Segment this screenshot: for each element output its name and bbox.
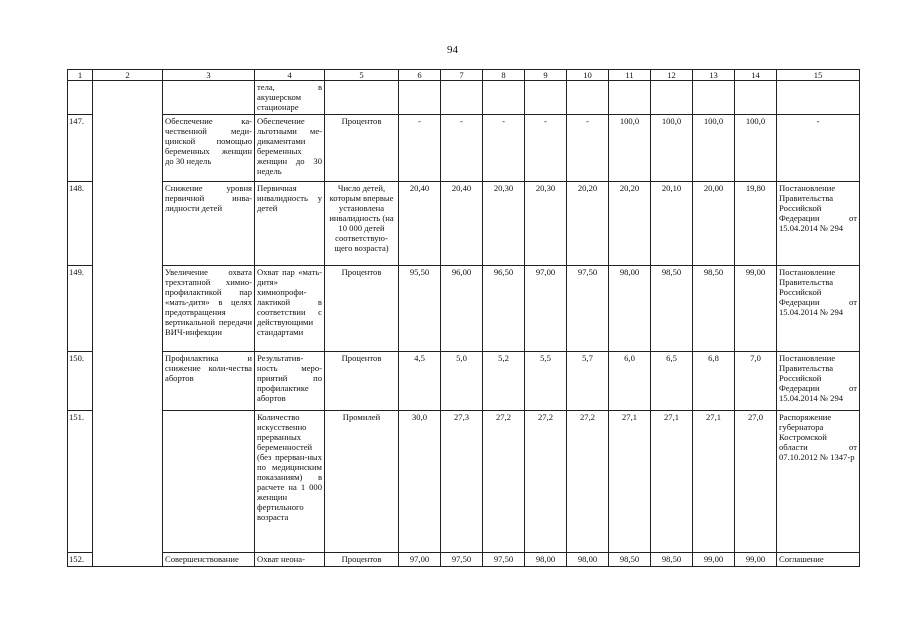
cell-unit: Процентов	[325, 553, 399, 567]
value-cell: 5,7	[567, 352, 609, 411]
value-cell	[567, 81, 609, 115]
value-cell: 98,50	[651, 266, 693, 352]
cell-col2	[93, 81, 163, 567]
cell-basis: Постановление Правительства Российской Федерации от 15.04.2014 № 294	[777, 266, 860, 352]
value-cell: 96,50	[483, 266, 525, 352]
header-cell: 15	[777, 70, 860, 81]
cell-indicator: Первичная инвалидность у детей	[255, 182, 325, 266]
value-cell: 100,0	[609, 115, 651, 182]
value-cell	[735, 81, 777, 115]
cell-goal: Обеспечение ка-чественной меди-цинской помощью беременных женщин до 30 недель	[163, 115, 255, 182]
value-cell: 5,2	[483, 352, 525, 411]
value-cell: 7,0	[735, 352, 777, 411]
value-cell: 98,00	[567, 553, 609, 567]
cell-indicator: Результатив-ность меро-приятий по профилактике абортов	[255, 352, 325, 411]
cell-basis: Постановление Правительства Российской Федерации от 15.04.2014 № 294	[777, 352, 860, 411]
header-cell: 13	[693, 70, 735, 81]
value-cell: 98,00	[609, 266, 651, 352]
value-cell: 95,50	[399, 266, 441, 352]
header-row	[68, 70, 860, 81]
value-cell: 20,40	[399, 182, 441, 266]
value-cell: 97,00	[399, 553, 441, 567]
cell-id: 150.	[68, 352, 93, 411]
value-cell: 6,0	[609, 352, 651, 411]
table-row	[68, 352, 860, 411]
cell-unit: Число детей, которым впервые установлена инвалидность (на 10 000 детей соответствую-щего возраста)	[325, 182, 399, 266]
continuation-row	[68, 81, 860, 115]
table-row	[68, 553, 860, 567]
table-row	[68, 266, 860, 352]
value-cell: 19,80	[735, 182, 777, 266]
table-row	[68, 115, 860, 182]
value-cell: -	[483, 115, 525, 182]
header-cell: 8	[483, 70, 525, 81]
value-cell: 98,50	[609, 553, 651, 567]
value-cell: 100,0	[693, 115, 735, 182]
cell-goal: Совершенствование	[163, 553, 255, 567]
cell-id: 152.	[68, 553, 93, 567]
cell-goal: Увеличение охвата трехэтапной химио-профилактикой пар «мать-дитя» в целях предотвращения вертикальной передачи ВИЧ-инфекции	[163, 266, 255, 352]
value-cell	[651, 81, 693, 115]
value-cell: 20,00	[693, 182, 735, 266]
value-cell: 27,0	[735, 411, 777, 553]
value-cell: 4,5	[399, 352, 441, 411]
cell-basis: -	[777, 115, 860, 182]
table-row	[68, 182, 860, 266]
cell-unit: Процентов	[325, 266, 399, 352]
value-cell: 6,5	[651, 352, 693, 411]
cell-basis: Постановление Правительства Российской Федерации от 15.04.2014 № 294	[777, 182, 860, 266]
cell-id: 148.	[68, 182, 93, 266]
value-cell: 100,0	[735, 115, 777, 182]
cell-unit: Процентов	[325, 115, 399, 182]
value-cell: 20,40	[441, 182, 483, 266]
value-cell: 97,00	[525, 266, 567, 352]
cell-col3	[163, 81, 255, 115]
cell-indicator: Охват пар «мать-дитя» химиопрофи-лактикой в соответствии с действующими стандартами	[255, 266, 325, 352]
header-cell: 3	[163, 70, 255, 81]
value-cell: 27,1	[651, 411, 693, 553]
header-cell: 14	[735, 70, 777, 81]
value-cell: 98,50	[693, 266, 735, 352]
header-cell: 11	[609, 70, 651, 81]
cell-indicator: Количество искусственно прерванных беременностей (без прерван-ных по медицинским показаниям) в расчете на 1 000 женщин фертильного возраста	[255, 411, 325, 553]
value-cell	[609, 81, 651, 115]
cell-indicator: Охват неона-	[255, 553, 325, 567]
value-cell: 99,00	[735, 553, 777, 567]
value-cell	[399, 81, 441, 115]
cell-unit: Промилей	[325, 411, 399, 553]
value-cell	[441, 81, 483, 115]
value-cell: 20,30	[525, 182, 567, 266]
value-cell: 27,2	[525, 411, 567, 553]
value-cell: 100,0	[651, 115, 693, 182]
cell-col15	[777, 81, 860, 115]
cell-unit: Процентов	[325, 352, 399, 411]
value-cell: 98,00	[525, 553, 567, 567]
cell-id: 147.	[68, 115, 93, 182]
value-cell: -	[399, 115, 441, 182]
header-cell: 10	[567, 70, 609, 81]
value-cell: 27,3	[441, 411, 483, 553]
value-cell: 97,50	[441, 553, 483, 567]
cell-basis: Распоряжение губернатора Костромской области от 07.10.2012 № 1347-р	[777, 411, 860, 553]
value-cell: 27,1	[609, 411, 651, 553]
header-cell: 9	[525, 70, 567, 81]
cell-id: 151.	[68, 411, 93, 553]
value-cell: 97,50	[483, 553, 525, 567]
header-cell: 2	[93, 70, 163, 81]
value-cell: 20,30	[483, 182, 525, 266]
value-cell: 27,2	[483, 411, 525, 553]
value-cell: -	[567, 115, 609, 182]
value-cell: 5,0	[441, 352, 483, 411]
header-cell: 5	[325, 70, 399, 81]
cell-goal: Снижение уровня первичной инва-лидности детей	[163, 182, 255, 266]
value-cell: -	[441, 115, 483, 182]
page-number: 94	[447, 44, 458, 56]
cell-id: 149.	[68, 266, 93, 352]
header-cell: 12	[651, 70, 693, 81]
value-cell: -	[525, 115, 567, 182]
cell-indicator: Обеспечение льготными ме-дикаментами беременных женщин до 30 недель	[255, 115, 325, 182]
indicators-table	[67, 69, 860, 567]
header-cell: 6	[399, 70, 441, 81]
value-cell: 20,20	[609, 182, 651, 266]
cell-goal	[163, 411, 255, 553]
value-cell: 97,50	[567, 266, 609, 352]
value-cell: 96,00	[441, 266, 483, 352]
header-cell: 7	[441, 70, 483, 81]
header-cell: 4	[255, 70, 325, 81]
value-cell: 20,10	[651, 182, 693, 266]
header-cell: 1	[68, 70, 93, 81]
cell-col5	[325, 81, 399, 115]
cell-id	[68, 81, 93, 115]
value-cell	[693, 81, 735, 115]
cell-basis: Соглашение	[777, 553, 860, 567]
value-cell: 27,2	[567, 411, 609, 553]
value-cell: 20,20	[567, 182, 609, 266]
value-cell: 98,50	[651, 553, 693, 567]
value-cell: 6,8	[693, 352, 735, 411]
value-cell: 30,0	[399, 411, 441, 553]
value-cell: 27,1	[693, 411, 735, 553]
value-cell	[483, 81, 525, 115]
cell-col4: тела, в акушерском стационаре	[255, 81, 325, 115]
value-cell: 99,00	[735, 266, 777, 352]
value-cell	[525, 81, 567, 115]
value-cell: 99,00	[693, 553, 735, 567]
cell-goal: Профилактика и снижение коли-чества абортов	[163, 352, 255, 411]
value-cell: 5,5	[525, 352, 567, 411]
table-row	[68, 411, 860, 553]
